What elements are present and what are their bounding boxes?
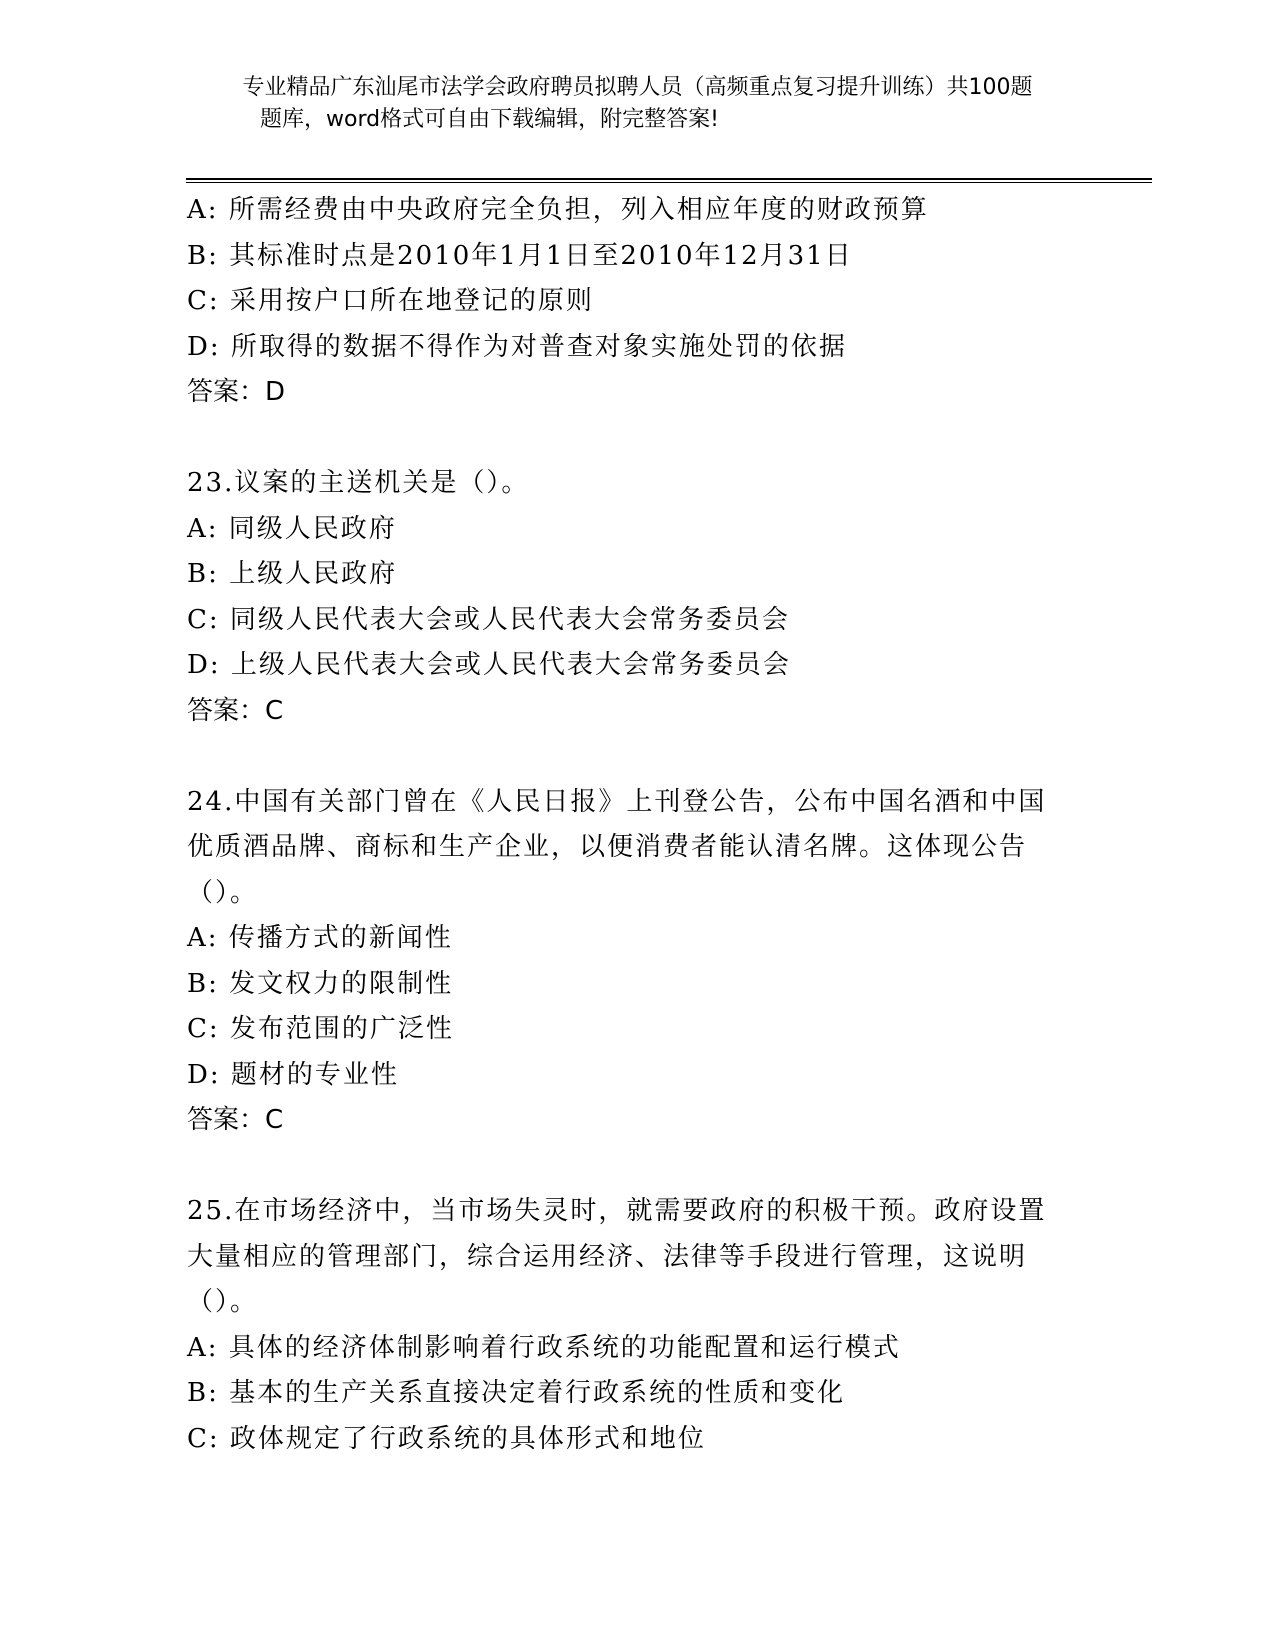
- header-line-2: 题库，word格式可自由下载编辑，附完整答案!: [260, 107, 719, 132]
- question-24: [187, 780, 1087, 1144]
- question-stem-line: 25.在市场经济中，当市场失灵时，就需要政府的积极干预。政府设置: [187, 1196, 1047, 1226]
- option-a: A: 传播方式的新闻性: [187, 923, 453, 953]
- question-22: [187, 188, 1087, 416]
- question-stem-line: 优质酒品牌、商标和生产企业，以便消费者能认清名牌。这体现公告: [187, 832, 1028, 862]
- option-b: B: 其标准时点是2010年1月1日至2010年12月31日: [187, 240, 853, 271]
- question-stem-line: 大量相应的管理部门，综合运用经济、法律等手段进行管理，这说明: [187, 1241, 1028, 1272]
- question-stem-line: 24.中国有关部门曾在《人民日报》上刊登公告，公布中国名酒和中国: [187, 786, 1047, 817]
- option-c: C: 同级人民代表大会或人民代表大会常务委员会: [187, 604, 790, 635]
- spacer: [187, 1144, 1087, 1190]
- spacer: [187, 734, 1087, 780]
- header-line-1: 专业精品广东汕尾市法学会政府聘员拟聘人员（高频重点复习提升训练）共100题: [242, 75, 1033, 100]
- spacer: [187, 416, 1087, 462]
- option-c: C: 政体规定了行政系统的具体形式和地位: [187, 1423, 706, 1454]
- header-rule-thick: [186, 178, 1152, 180]
- option-b: B: 上级人民政府: [187, 559, 398, 589]
- option-d: D: 所取得的数据不得作为对普查对象实施处罚的依据: [187, 331, 847, 362]
- question-stem-line: （）。: [187, 1287, 259, 1317]
- question-list: [187, 188, 1087, 1462]
- answer: 答案：C: [187, 1105, 284, 1135]
- answer: 答案：D: [187, 377, 286, 407]
- document-header: [0, 72, 1275, 136]
- answer: 答案：C: [187, 695, 284, 726]
- option-c: C: 发布范围的广泛性: [187, 1014, 454, 1044]
- header-rule-thin: [186, 182, 1152, 183]
- question-stem-line: （）。: [187, 877, 259, 908]
- option-a: A: 具体的经济体制影响着行政系统的功能配置和运行模式: [187, 1332, 901, 1363]
- option-d: D: 题材的专业性: [187, 1059, 399, 1090]
- question-stem: 23.议案的主送机关是（）。: [187, 468, 530, 498]
- option-a: A: 所需经费由中央政府完全负担，列入相应年度的财政预算: [187, 195, 929, 225]
- option-d: D: 上级人民代表大会或人民代表大会常务委员会: [187, 650, 791, 680]
- option-b: B: 基本的生产关系直接决定着行政系统的性质和变化: [187, 1378, 846, 1408]
- question-25: [187, 1189, 1087, 1462]
- option-a: A: 同级人民政府: [187, 513, 397, 544]
- option-b: B: 发文权力的限制性: [187, 968, 454, 999]
- question-23: [187, 461, 1087, 734]
- option-c: C: 采用按户口所在地登记的原则: [187, 286, 594, 316]
